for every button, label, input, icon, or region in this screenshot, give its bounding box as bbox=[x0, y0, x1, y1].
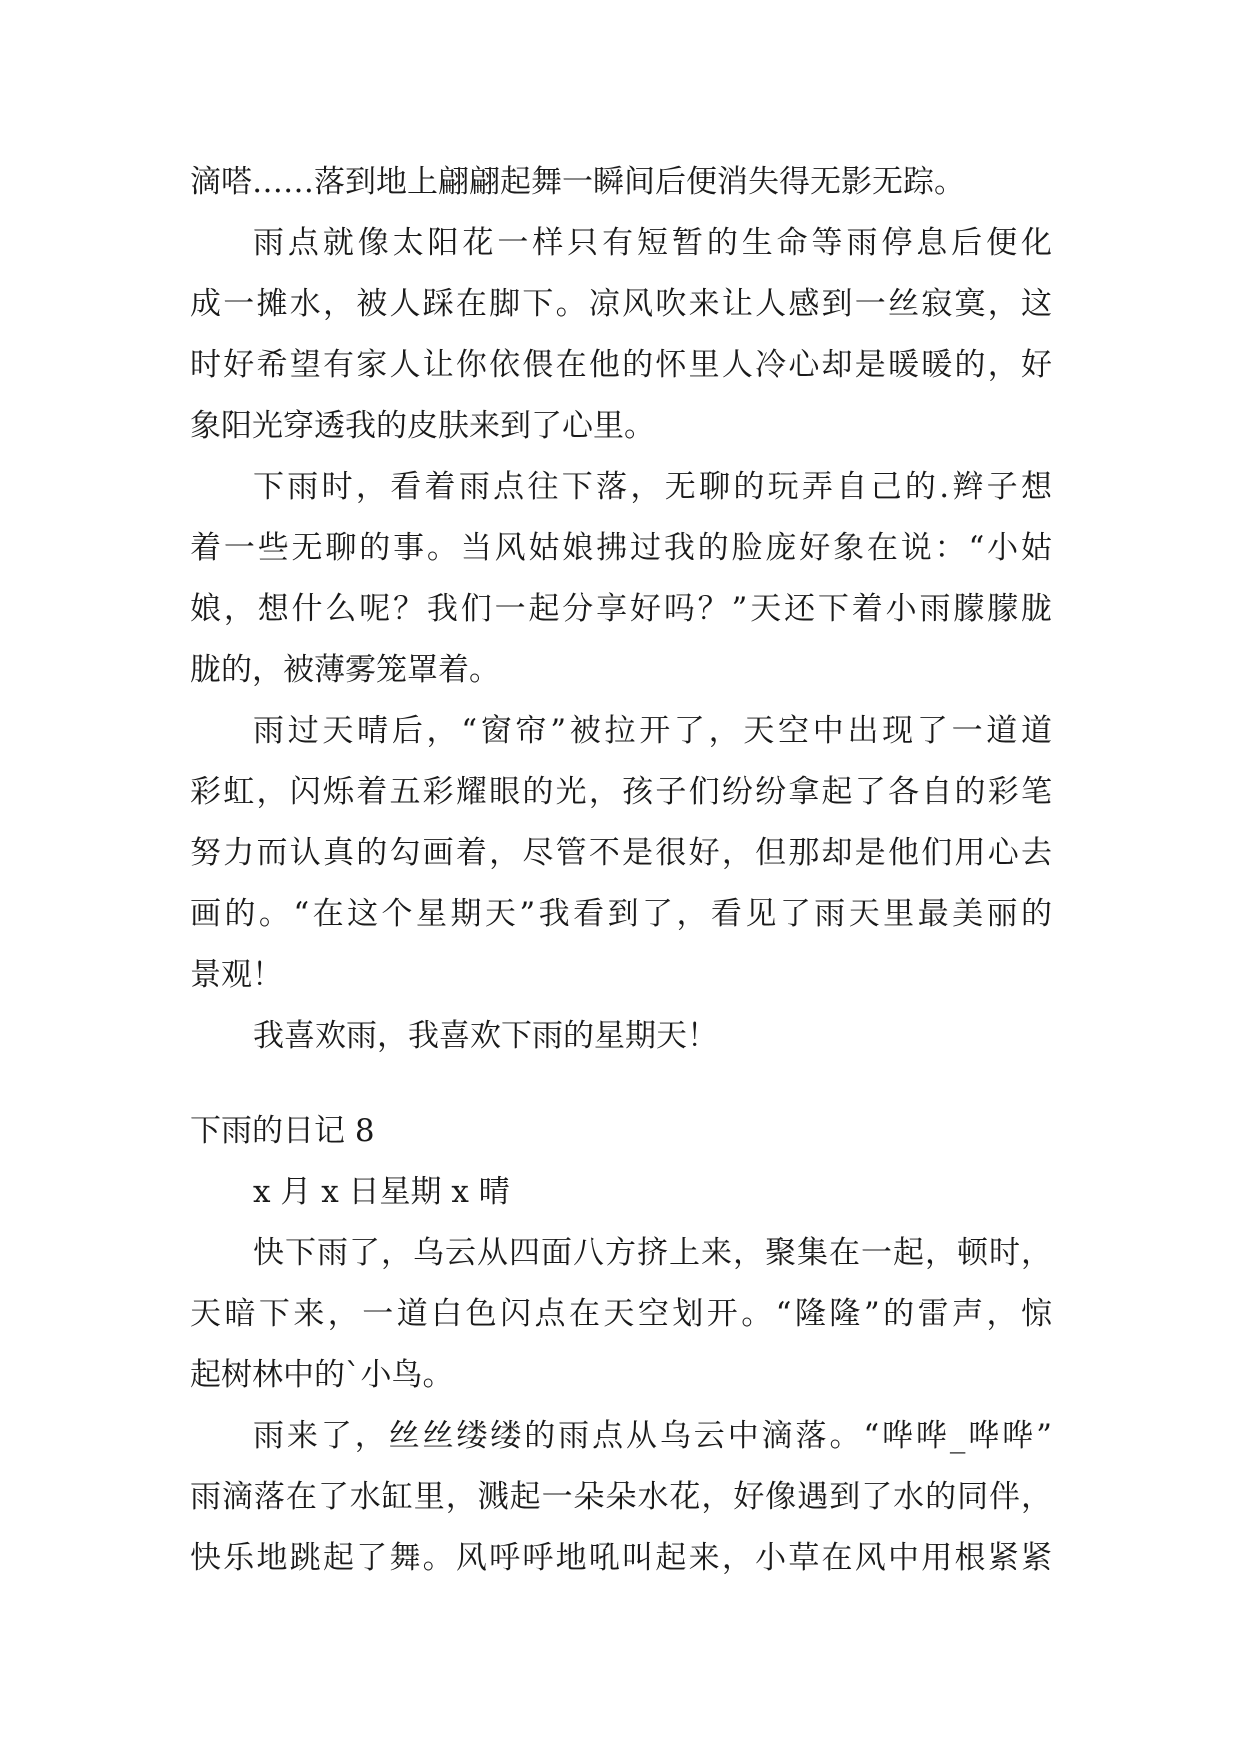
text-line: 景观！ bbox=[190, 957, 283, 993]
section-heading bbox=[190, 1101, 1052, 1162]
text-line: 起树林中的`小鸟。 bbox=[190, 1357, 454, 1393]
paragraph bbox=[190, 213, 1052, 457]
text-line: 彩虹，闪烁着五彩耀眼的光，孩子们纷纷拿起了各自的彩笔 bbox=[190, 774, 1052, 810]
text-line: 雨点就像太阳花一样只有短暂的生命等雨停息后便化 bbox=[253, 225, 1052, 261]
text-line: 天暗下来，一道白色闪点在天空划开。“隆隆”的雷声，惊 bbox=[190, 1296, 1052, 1332]
paragraph-continuation bbox=[190, 152, 1052, 213]
text-line: 快下雨了，乌云从四面八方挤上来，聚集在一起，顿时， bbox=[253, 1235, 1052, 1271]
text-line: 努力而认真的勾画着，尽管不是很好，但那却是他们用心去 bbox=[190, 835, 1052, 871]
text-line: 雨滴落在了水缸里，溅起一朵朵水花，好像遇到了水的同伴， bbox=[190, 1479, 1052, 1515]
text-line: 画的。“在这个星期天”我看到了，看见了雨天里最美丽的 bbox=[190, 896, 1052, 932]
document-page bbox=[190, 152, 1052, 1589]
text-line: 成一摊水，被人踩在脚下。凉风吹来让人感到一丝寂寞，这 bbox=[190, 286, 1052, 322]
text-line: 胧的，被薄雾笼罩着。 bbox=[190, 652, 500, 688]
text-line: 象阳光穿透我的皮肤来到了心里。 bbox=[190, 408, 655, 444]
text-line: 滴嗒……落到地上翩翩起舞一瞬间后便消失得无影无踪。 bbox=[190, 164, 965, 200]
text-line: 我喜欢雨，我喜欢下雨的星期天！ bbox=[253, 1018, 718, 1054]
paragraph bbox=[190, 1006, 1052, 1067]
section-spacer bbox=[190, 1067, 1052, 1101]
diary-title: 下雨的日记 8 bbox=[190, 1113, 375, 1149]
paragraph bbox=[190, 1406, 1052, 1589]
diary-date: x 月 x 日星期 x 晴 bbox=[253, 1174, 510, 1210]
text-line: 快乐地跳起了舞。风呼呼地吼叫起来，小草在风中用根紧紧 bbox=[190, 1540, 1052, 1576]
date-line bbox=[190, 1162, 1052, 1223]
text-line: 雨来了，丝丝缕缕的雨点从乌云中滴落。“哗哗_哗哗” bbox=[253, 1418, 1052, 1454]
text-line: 雨过天晴后，“窗帘”被拉开了，天空中出现了一道道 bbox=[253, 713, 1052, 749]
paragraph bbox=[190, 701, 1052, 1006]
text-line: 着一些无聊的事。当风姑娘拂过我的脸庞好象在说：“小姑 bbox=[190, 530, 1052, 566]
text-line: 下雨时，看着雨点往下落，无聊的玩弄自己的.辫子想 bbox=[253, 469, 1052, 505]
paragraph bbox=[190, 1223, 1052, 1406]
text-line: 娘，想什么呢？我们一起分享好吗？”天还下着小雨朦朦胧 bbox=[190, 591, 1052, 627]
paragraph bbox=[190, 457, 1052, 701]
text-line: 时好希望有家人让你依偎在他的怀里人冷心却是暖暖的，好 bbox=[190, 347, 1052, 383]
